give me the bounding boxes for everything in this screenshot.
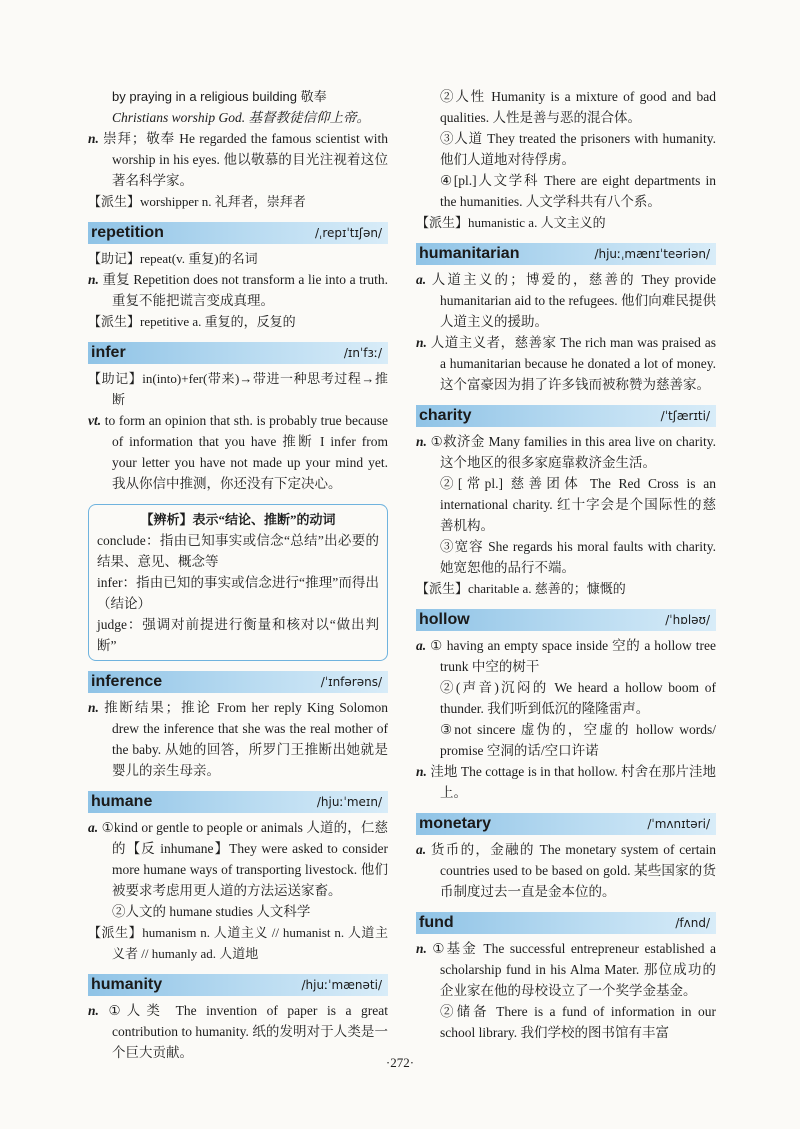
worship-definition-line: by praying in a religious building 敬奉 <box>112 89 327 104</box>
phonetic: /ˈhɒləʊ/ <box>665 613 710 627</box>
hollow-sense-2: ②(声音)沉闷的 We heard a hollow boom of thunder. 我们听到低沉的隆隆雷声。 <box>440 680 716 716</box>
headword-bar-monetary <box>416 813 716 835</box>
usage-note-title: 【辨析】表示“结论、推断”的动词 <box>140 512 336 527</box>
monetary-sense <box>416 839 716 902</box>
headword-bar-charity <box>416 405 716 427</box>
sense-text: ① having an empty space inside 空的 a hollow tree trunk 中空的树干 <box>430 638 717 674</box>
pos-label: n. <box>88 700 99 715</box>
usage-note-line: judge：强调对前提进行衡量和核对以“做出判断” <box>97 617 379 653</box>
hollow-sense-3: ③not sincere 虚伪的，空虚的 hollow words/ promise 空洞的话/空口许诺 <box>440 722 716 758</box>
left-column <box>88 86 388 1063</box>
headword: fund <box>419 914 454 931</box>
headword: humane <box>91 793 153 810</box>
sense-text: 崇拜；敬奉 He regarded the famous scientist with worship in his eyes. 他以敬慕的目光注视着这位著名科学家。 <box>103 131 388 188</box>
repetition-sense <box>88 269 388 311</box>
sense-text: 重复 Repetition does not transform a lie into a truth. 重复不能把谎言变成真理。 <box>102 272 389 308</box>
hollow-sense-4 <box>416 761 716 803</box>
phonetic: /hjuːˈmænəti/ <box>301 978 382 992</box>
usage-note-box <box>88 504 388 661</box>
inference-sense <box>88 697 388 781</box>
sense-text: ①基金 The successful entrepreneur established a scholarship fund in his Alma Mater. 那位成功的企业家在他的母校设立了一个奖学金基金。 <box>432 941 716 998</box>
sense-text: ①kind or gentle to people or animals 人道的，仁慈的【反 inhumane】They were asked to consider more humane ways of transporting livestock. 他们被要求考虑用更人道的方法运送家畜。 <box>101 820 389 898</box>
phonetic: /ˈtʃærɪti/ <box>660 409 710 423</box>
fund-sense-2: ②储备 There is a fund of information in our school library. 我们学校的图书馆有丰富 <box>440 1004 716 1040</box>
humanitarian-sense-1 <box>416 269 716 332</box>
phonetic: /hjuːˈmeɪn/ <box>316 795 382 809</box>
headword-bar-humanitarian <box>416 243 716 265</box>
headword: monetary <box>419 815 492 832</box>
pos-label: n. <box>416 764 427 779</box>
headword: charity <box>419 407 472 424</box>
humanity-sense-1 <box>88 1000 388 1063</box>
headword-bar-fund <box>416 912 716 934</box>
phonetic: /ˈmʌnɪtəri/ <box>647 817 710 831</box>
phonetic: /ˌrepɪˈtɪʃən/ <box>315 226 382 240</box>
headword-bar-hollow <box>416 609 716 631</box>
pos-label: n. <box>416 434 427 449</box>
humanity-sense-3: ③人道 They treated the prisoners with humanity. 他们人道地对待俘虏。 <box>440 131 716 167</box>
humane-sense-2: ②人文的 humane studies 人文科学 <box>112 904 311 919</box>
headword: inference <box>91 673 163 690</box>
hollow-sense-1 <box>416 635 716 677</box>
worship-noun-sense <box>88 128 388 191</box>
headword-bar-infer <box>88 342 388 364</box>
sense-text: 人道主义的；博爱的，慈善的 They provide humanitarian aid to the refugees. 他们向难民提供人道主义的援助。 <box>431 272 717 329</box>
sense-text: ①人类 The invention of paper is a great contribution to humanity. 纸的发明对于人类是一个巨大贡献。 <box>108 1003 388 1060</box>
pos-label: n. <box>416 941 427 956</box>
infer-memo: 【助记】in(into)+fer(带来)→带进一种思考过程→推断 <box>88 371 388 407</box>
headword-bar-inference <box>88 671 388 693</box>
sense-text: 洼地 The cottage is in that hollow. 村舍在那片洼地上。 <box>430 764 717 800</box>
charity-sense-1 <box>416 431 716 473</box>
sense-text: 货币的，金融的 The monetary system of certain countries used to be based on gold. 某些国家的货币制度过去一直是金本位的。 <box>430 842 716 899</box>
headword-bar-humanity <box>88 974 388 996</box>
pos-label: n. <box>416 335 427 350</box>
phonetic: /hjuːˌmænɪˈteəriən/ <box>594 247 710 261</box>
humanity-sense-2: ②人性 Humanity is a mixture of good and bad qualities. 人性是善与恶的混合体。 <box>440 89 716 125</box>
humanity-sense-4: ④[pl.]人文学科 There are eight departments in the humanities. 人文学科共有八个系。 <box>440 173 716 209</box>
phonetic: /ɪnˈfɜː/ <box>343 346 382 360</box>
phonetic: /ˈɪnfərəns/ <box>320 675 382 689</box>
repetition-derivative: 【派生】repetitive a. 重复的，反复的 <box>88 314 296 329</box>
worship-derivative: 【派生】worshipper n. 礼拜者，崇拜者 <box>88 194 306 209</box>
pos-label: a. <box>416 842 427 857</box>
charity-sense-3: ③宽容 She regards his moral faults with charity. 她宽恕他的品行不端。 <box>440 539 716 575</box>
headword: repetition <box>91 224 164 241</box>
charity-derivative: 【派生】charitable a. 慈善的；慷慨的 <box>416 581 626 596</box>
pos-label: vt. <box>88 413 102 428</box>
headword-bar-repetition <box>88 222 388 244</box>
fund-sense-1 <box>416 938 716 1001</box>
headword-bar-humane <box>88 791 388 813</box>
phonetic: /fʌnd/ <box>675 916 710 930</box>
humane-sense-1 <box>88 817 388 901</box>
headword: humanity <box>91 976 163 993</box>
headword: infer <box>91 344 126 361</box>
right-column <box>416 86 716 1043</box>
pos-label: n. <box>88 272 99 287</box>
usage-note-line: conclude：指由已知事实或信念“总结”出必要的结果、意见、概念等 <box>97 533 379 569</box>
headword: hollow <box>419 611 470 628</box>
charity-sense-2: ②[常pl.] 慈善团体 The Red Cross is an international charity. 红十字会是个国际性的慈善机构。 <box>440 476 716 533</box>
humanitarian-sense-2 <box>416 332 716 395</box>
worship-example-line: Christians worship God. 基督教徒信仰上帝。 <box>112 110 371 125</box>
sense-text: to form an opinion that sth. is probably true because of information that you have 推断 I infer from your letter you have not made up your mind yet. 我从你信中推测，你还没有下定决心。 <box>104 413 389 491</box>
repetition-memo: 【助记】repeat(v. 重复)的名词 <box>88 251 258 266</box>
pos-label: n. <box>88 1003 99 1018</box>
page-number: ·272· <box>385 1055 415 1070</box>
humane-derivative: 【派生】humanism n. 人道主义 // humanist n. 人道主义者 // humanly ad. 人道地 <box>88 925 388 961</box>
headword: humanitarian <box>419 245 520 262</box>
sense-text: 人道主义者，慈善家 The rich man was praised as a humanitarian because he donated a lot of money. 这个富豪因为捐了许多钱而被称赞为慈善家。 <box>430 335 717 392</box>
pos-label: n. <box>88 131 99 146</box>
sense-text: ①救济金 Many families in this area live on charity. 这个地区的很多家庭靠救济金生活。 <box>430 434 716 470</box>
pos-label: a. <box>416 272 427 287</box>
pos-label: a. <box>88 820 99 835</box>
sense-text: 推断结果；推论 From her reply King Solomon drew the inference that she was the real mother of the baby. 从她的回答，所罗门王推断出她就是婴儿的亲生母亲。 <box>104 700 388 778</box>
humanity-derivative: 【派生】humanistic a. 人文主义的 <box>416 215 606 230</box>
usage-note-line: infer：指由已知的事实或信念进行“推理”而得出（结论） <box>97 575 379 611</box>
pos-label: a. <box>416 638 427 653</box>
infer-sense <box>88 410 388 494</box>
